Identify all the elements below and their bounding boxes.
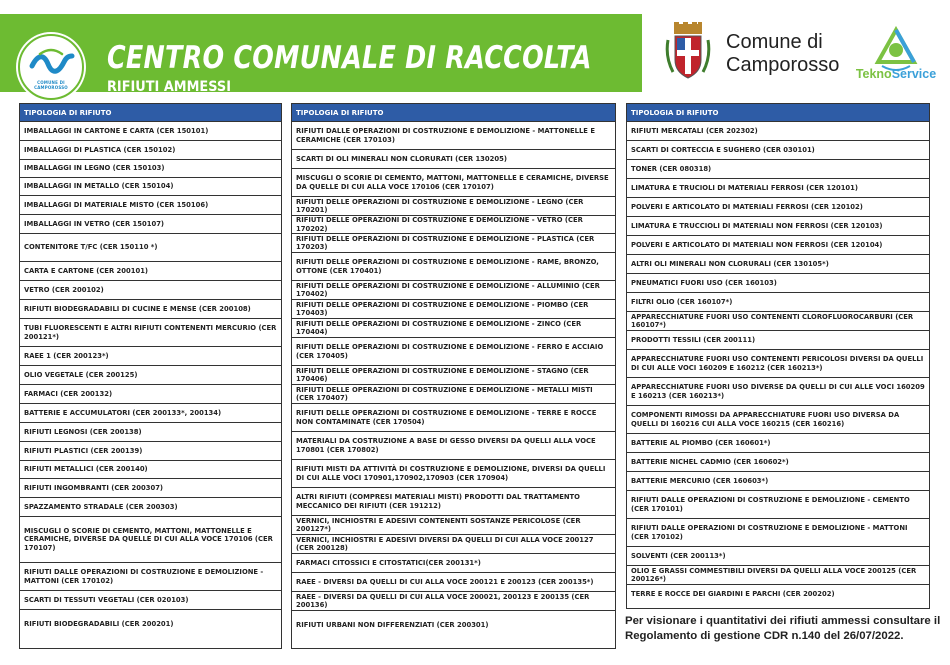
logo-text: COMUNE DI CAMPOROSSO	[34, 80, 68, 90]
table-row: COMPONENTI RIMOSSI DA APPARECCHIATURE FUORI USO DIVERSA DA QUELLI DI 160216 CUI ALLA VOCE 160215 (CER 160216)	[627, 406, 929, 434]
table-row: IMBALLAGGI IN VETRO (CER 150107)	[20, 215, 281, 234]
table-row: TONER (CER 080318)	[627, 160, 929, 179]
table-row: RIFIUTI DELLE OPERAZIONI DI COSTRUZIONE E DEMOLIZIONE - PLASTICA (CER 170203)	[292, 234, 615, 253]
table-row: VETRO (CER 200102)	[20, 281, 281, 300]
table-row: FARMACI CITOSSICI E CITOSTATICI(CER 200131*)	[292, 554, 615, 573]
table-row: SCARTI DI OLI MINERALI NON CLORURATI (CER 130205)	[292, 150, 615, 169]
table-row: TERRE E ROCCE DEI GIARDINI E PARCHI (CER 200202)	[631, 590, 835, 599]
table-row: RIFIUTI DELLE OPERAZIONI DI COSTRUZIONE E DEMOLIZIONE - METALLI MISTI (CER 170407)	[292, 385, 615, 404]
table-row: OLIO E GRASSI COMMESTIBILI DIVERSI DA QUELLI ALLA VOCE 200125 (CER 200126*)	[627, 566, 929, 585]
table-row: POLVERI E ARTICOLATO DI MATERIALI NON FERROSI (CER 120104)	[627, 236, 929, 255]
table-row: BATTERIE AL PIOMBO (CER 160601*)	[627, 434, 929, 453]
table-row: APPARECCHIATURE FUORI USO CONTENENTI PERICOLOSI DIVERSI DA QUELLI DI CUI ALLE VOCI 160209 E 160212 (CER 160213*)	[627, 350, 929, 378]
table-row: FILTRI OLIO (CER 160107*)	[627, 293, 929, 312]
table-row: LIMATURA E TRUCCIOLI DI MATERIALI NON FERROSI (CER 120103)	[627, 217, 929, 236]
table-header: TIPOLOGIA DI RIFIUTO	[627, 104, 929, 122]
table-row: RIFIUTI PLASTICI (CER 200139)	[20, 442, 281, 461]
table-row: IMBALLAGGI IN CARTONE E CARTA (CER 150101)	[20, 122, 281, 141]
municipality-line2: Camporosso	[726, 54, 840, 76]
table-row: SOLVENTI (CER 200113*)	[627, 547, 929, 566]
table-row: RIFIUTI INGOMBRANTI (CER 200307)	[20, 479, 281, 498]
municipality-name	[726, 31, 839, 77]
table-row: IMBALLAGGI IN METALLO (CER 150104)	[20, 178, 281, 196]
table-row: RIFIUTI DELLE OPERAZIONI DI COSTRUZIONE E DEMOLIZIONE - STAGNO (CER 170406)	[292, 366, 615, 385]
table-row: TUBI FLUORESCENTI E ALTRI RIFIUTI CONTENENTI MERCURIO (CER 200121*)	[20, 319, 281, 347]
table-row: RIFIUTI DELLE OPERAZIONI DI COSTRUZIONE E DEMOLIZIONE - ALLUMINIO (CER 170402)	[292, 281, 615, 300]
table-header: TIPOLOGIA DI RIFIUTO	[292, 104, 615, 122]
table-row: RAEE 1 (CER 200123*)	[20, 347, 281, 366]
table-row: BATTERIE E ACCUMULATORI (CER 200133*, 200134)	[20, 404, 281, 423]
logo	[18, 34, 84, 100]
table-row: RIFIUTI DELLE OPERAZIONI DI COSTRUZIONE E DEMOLIZIONE - ZINCO (CER 170404)	[292, 319, 615, 338]
table-row: IMBALLAGGI IN LEGNO (CER 150103)	[20, 160, 281, 178]
table-row: VERNICI, INCHIOSTRI E ADESIVI CONTENENTI SOSTANZE PERICOLOSE (CER 200127*)	[292, 516, 615, 535]
table-row: VERNICI, INCHIOSTRI E ADESIVI DIVERSI DA QUELLI DI CUI ALLA VOCE 200127 (CER 200128)	[292, 535, 615, 554]
table-row: RIFIUTI DALLE OPERAZIONI DI COSTRUZIONE E DEMOLIZIONE - MATTONI (CER 170102)	[627, 519, 929, 547]
table-row: RIFIUTI MERCATALI (CER 202302)	[627, 122, 929, 141]
table-row: RIFIUTI BIODEGRADABILI (CER 200201)	[24, 619, 174, 628]
partner-name-part2: Service	[891, 67, 937, 81]
table-row: OLIO VEGETALE (CER 200125)	[20, 366, 281, 385]
table-row: POLVERI E ARTICOLATO DI MATERIALI FERROSI (CER 120102)	[627, 198, 929, 217]
table-row: FARMACI (CER 200132)	[20, 385, 281, 404]
table-row: BATTERIE NICHEL CADMIO (CER 160602*)	[627, 453, 929, 472]
page-title: CENTRO COMUNALE DI RACCOLTA	[107, 40, 592, 76]
footer-note: Per visionare i quantitativi dei rifiuti ammessi consultare il Regolamento di gestione CDR n.140 del 26/07/2022.	[625, 615, 941, 642]
table-row: RAEE - DIVERSI DA QUELLI DI CUI ALLA VOCE 200121 E 200123 (CER 200135*)	[292, 573, 615, 592]
table-row: RIFIUTI DELLE OPERAZIONI DI COSTRUZIONE E DEMOLIZIONE - FERRO E ACCIAIO (CER 170405)	[292, 338, 615, 366]
table-row: RIFIUTI DELLE OPERAZIONI DI COSTRUZIONE E DEMOLIZIONE - LEGNO (CER 170201)	[292, 197, 615, 216]
table-row: RIFIUTI URBANI NON DIFFERENZIATI (CER 200301)	[296, 620, 489, 629]
table-row: RAEE - DIVERSI DA QUELLI DI CUI ALLA VOCE 200021, 200123 E 200135 (CER 200136)	[292, 592, 615, 611]
table-row: CARTA E CARTONE (CER 200101)	[20, 262, 281, 281]
title-banner	[0, 14, 642, 95]
table-row: APPARECCHIATURE FUORI USO CONTENENTI CLOROFLUOROCARBURI (CER 160107*)	[627, 312, 929, 331]
waste-table-2	[291, 103, 616, 649]
municipal-crest-icon	[665, 22, 711, 82]
table-row: MISCUGLI O SCORIE DI CEMENTO, MATTONI, MATTONELLE E CERAMICHE, DIVERSE DA QUELLE DI CUI ALLA VOCE 170106 (CER 170107)	[20, 517, 281, 563]
table-row: RIFIUTI DELLE OPERAZIONI DI COSTRUZIONE E DEMOLIZIONE - RAME, BRONZO, OTTONE (CER 170401)	[292, 253, 615, 281]
partner-name-part1: Tekno	[855, 67, 892, 81]
table-row: SCARTI DI TESSUTI VEGETALI (CER 020103)	[20, 591, 281, 610]
table-row: RIFIUTI DALLE OPERAZIONI DI COSTRUZIONE E DEMOLIZIONE - MATTONI (CER 170102)	[20, 563, 281, 591]
partner-name	[852, 67, 940, 81]
table-row: RIFIUTI MISTI DA ATTIVITÀ DI COSTRUZIONE E DEMOLIZIONE, DIVERSI DA QUELLI DI CUI ALLE VOCI 170901,170902,170903 (CER 170904)	[292, 460, 615, 488]
table-row: APPARECCHIATURE FUORI USO DIVERSE DA QUELLI DI CUI ALLE VOCI 160209 E 160213 (CER 160213*)	[627, 378, 929, 406]
table-row: RIFIUTI DELLE OPERAZIONI DI COSTRUZIONE E DEMOLIZIONE - VETRO (CER 170202)	[292, 216, 615, 234]
table-row: PNEUMATICI FUORI USO (CER 160103)	[627, 274, 929, 293]
table-row: RIFIUTI DELLE OPERAZIONI DI COSTRUZIONE E DEMOLIZIONE - TERRE E ROCCE NON CONTAMINATE (CER 170504)	[292, 404, 615, 432]
waste-table-1	[19, 103, 282, 649]
table-row: SPAZZAMENTO STRADALE (CER 200303)	[20, 498, 281, 517]
table-row: BATTERIE MERCURIO (CER 160603*)	[627, 472, 929, 491]
table-row: PRODOTTI TESSILI (CER 200111)	[627, 331, 929, 350]
table-row: ALTRI RIFIUTI (COMPRESI MATERIALI MISTI) PRODOTTI DAL TRATTAMENTO MECCANICO DEI RIFIUTI (CER 191212)	[292, 488, 615, 516]
table-header: TIPOLOGIA DI RIFIUTO	[20, 104, 281, 122]
table-row: MISCUGLI O SCORIE DI CEMENTO, MATTONI, MATTONELLE E CERAMICHE, DIVERSE DA QUELLE DI CUI ALLA VOCE 170106 (CER 170107)	[292, 169, 615, 197]
table-row: MATERIALI DA COSTRUZIONE A BASE DI GESSO DIVERSI DA QUELLI ALLA VOCE 170801 (CER 170802)	[292, 432, 615, 460]
table-row: RIFIUTI DALLE OPERAZIONI DI COSTRUZIONE E DEMOLIZIONE - MATTONELLE E CERAMICHE (CER 170103)	[292, 122, 615, 150]
table-row: IMBALLAGGI DI MATERIALE MISTO (CER 150106)	[20, 196, 281, 215]
table-row: RIFIUTI LEGNOSI (CER 200138)	[20, 423, 281, 442]
waste-table-3	[626, 103, 930, 609]
table-row: RIFIUTI DALLE OPERAZIONI DI COSTRUZIONE E DEMOLIZIONE - CEMENTO (CER 170101)	[627, 491, 929, 519]
table-row: CONTENITORE T/FC (CER 150110 *)	[20, 234, 281, 262]
table-row: RIFIUTI BIODEGRADABILI DI CUCINE E MENSE (CER 200108)	[20, 300, 281, 319]
table-row: RIFIUTI METALLICI (CER 200140)	[20, 461, 281, 479]
table-row: ALTRI OLI MINERALI NON CLORURALI (CER 130105*)	[627, 255, 929, 274]
table-row: LIMATURA E TRUCIOLI DI MATERIALI FERROSI (CER 120101)	[627, 179, 929, 198]
table-row: SCARTI DI CORTECCIA E SUGHERO (CER 030101)	[627, 141, 929, 160]
municipality-line1: Comune di	[726, 31, 823, 53]
page-subtitle: RIFIUTI AMMESSI	[107, 79, 231, 95]
table-row: RIFIUTI DELLE OPERAZIONI DI COSTRUZIONE E DEMOLIZIONE - PIOMBO (CER 170403)	[292, 300, 615, 319]
table-row: IMBALLAGGI DI PLASTICA (CER 150102)	[20, 141, 281, 160]
